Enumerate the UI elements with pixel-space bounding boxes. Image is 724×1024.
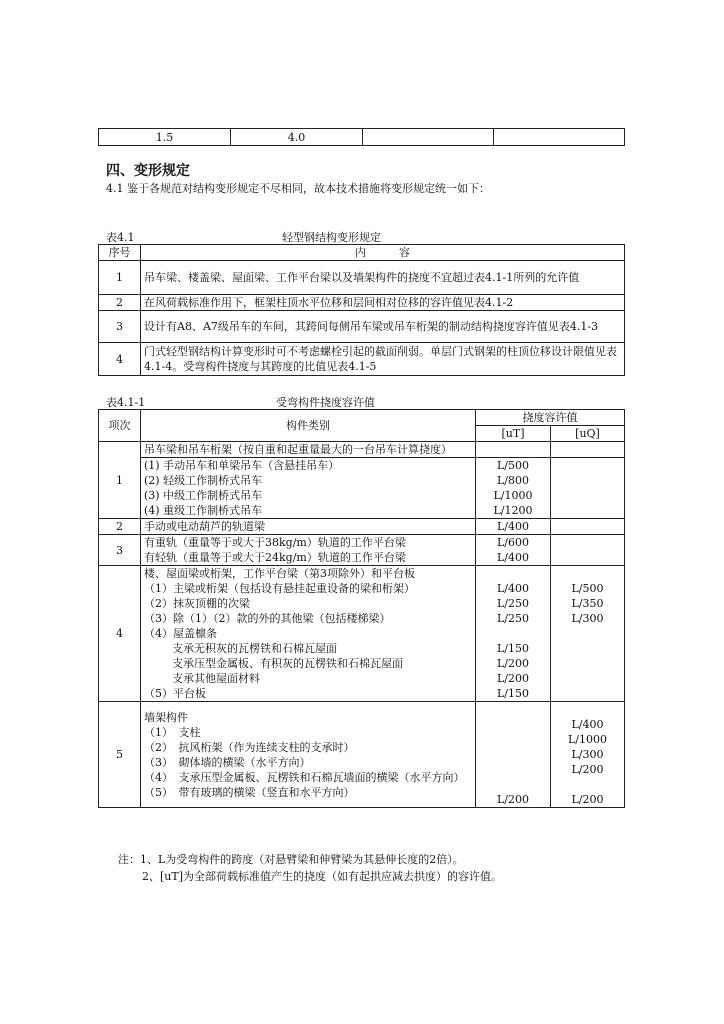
cell-ut (476, 702, 551, 808)
row-no: 1 (99, 261, 141, 295)
cell-uq (551, 458, 625, 519)
value-uq: L/300 (571, 748, 604, 761)
value-ut: L/500 (496, 459, 529, 472)
value-uq: L/500 (571, 582, 604, 595)
cell-ut (476, 442, 551, 458)
table-header-row (99, 410, 625, 426)
row-text: 在风荷载标准作用下，框架柱顶水平位移和层间相对位移的容许值见表4.1-2 (141, 295, 625, 311)
value-ut: L/1200 (493, 504, 533, 517)
value-uq: L/200 (571, 763, 604, 776)
table1-title: 轻型钢结构变形规定 (282, 231, 381, 244)
item-text: （1）主梁或桁架（包括设有悬挂起重设备的梁和桁架） (144, 582, 415, 595)
header-type: 构件类别 (141, 410, 476, 442)
group-no: 1 (99, 442, 141, 519)
value-uq: L/350 (571, 597, 604, 610)
value-ut: L/600 (496, 536, 529, 549)
top-table (98, 128, 625, 146)
item-text: （1） 支柱 (144, 725, 201, 739)
item-text: 有轻轨（重量等于或大于24kg/m）轨道的工作平台梁 (144, 551, 406, 564)
cell (363, 129, 494, 146)
row-text: 设计有A8、A7级吊车的车间，其跨间每侧吊车梁或吊车桁架的制动结构挠度容许值见表4.1-3 (141, 311, 625, 343)
row-no: 2 (99, 295, 141, 311)
item-text: (4) 重级工作制桥式吊车 (144, 504, 263, 517)
item-text: （4） 支承压型金属板、瓦楞铁和石棉瓦墙面的横梁（水平方向） (144, 770, 465, 784)
group-title: 楼、屋面梁或桁架，工作平台梁（第3项除外）和平台板 (144, 567, 415, 580)
note-line: 2、[uT]为全部荷载标准值产生的挠度（如有起拱应减去拱度）的容许值。 (142, 870, 503, 883)
table-row (99, 702, 625, 808)
item-text: 支承其他屋面材料 (172, 672, 260, 685)
value-ut: L/200 (496, 672, 529, 685)
table-row (99, 519, 625, 535)
value-ut: L/1000 (493, 489, 533, 502)
cell-ut (476, 535, 551, 566)
value-ut: L/150 (496, 687, 529, 700)
value-ut: L/250 (496, 612, 529, 625)
table-row (99, 343, 625, 376)
group-no: 2 (99, 519, 141, 535)
table-row (99, 261, 625, 295)
value-ut: L/400 (496, 582, 529, 595)
cell: 1.5 (99, 129, 231, 146)
item-text: （3） 砌体墙的横梁（水平方向） (144, 755, 311, 769)
cell-uq (551, 442, 625, 458)
table2-title: 受弯构件挠度容许值 (276, 396, 375, 409)
row-no: 3 (99, 311, 141, 343)
table-row (99, 311, 625, 343)
header-no: 序号 (99, 245, 141, 261)
row-text: 吊车梁、楼盖梁、屋面梁、工作平台梁以及墙架构件的挠度不宜超过表4.1-1所列的允许值 (141, 261, 625, 295)
table-row (99, 535, 625, 566)
header-content: 内 容 (141, 245, 625, 261)
table-row (99, 295, 625, 311)
item-text: 支承无积灰的瓦楞铁和石棉瓦屋面 (172, 642, 337, 655)
notes (118, 851, 502, 885)
row-no: 4 (99, 343, 141, 376)
group-title: 墙架构件 (144, 710, 188, 724)
item-text: (2) 轻级工作制桥式吊车 (144, 474, 263, 487)
value-ut: L/250 (496, 597, 529, 610)
table-header-row (99, 245, 625, 261)
item-text: （2） 抗风桁架（作为连续支柱的支承时） (144, 740, 355, 754)
item-text: (1) 手动吊车和单梁吊车（含悬挂吊车） (144, 459, 340, 472)
cell (494, 129, 625, 146)
cell: 4.0 (231, 129, 363, 146)
value-ut: L/800 (496, 474, 529, 487)
group-items (141, 566, 476, 702)
value-uq: L/1000 (567, 733, 607, 746)
table-row (99, 458, 625, 519)
item-text: （4）屋盖檩条 (144, 627, 217, 640)
table-4-1-1 (98, 409, 625, 808)
cell-ut (476, 458, 551, 519)
table-4-1 (98, 244, 625, 376)
intro-text: 4.1 鉴于各规范对结构变形规定不尽相同，故本技术措施将变形规定统一如下： (106, 182, 490, 195)
section-title: 四、变形规定 (106, 163, 190, 179)
value-ut: L/200 (496, 657, 529, 670)
cell-ut (476, 566, 551, 702)
header-no: 项次 (99, 410, 141, 442)
value-ut: L/400 (476, 519, 551, 535)
table1-label: 表4.1 (106, 231, 135, 244)
value-ut: L/150 (496, 642, 529, 655)
group-no: 5 (99, 702, 141, 808)
value-ut: L/400 (496, 551, 529, 564)
header-ut: [uT] (476, 426, 551, 442)
item-text: 手动或电动葫芦的轨道梁 (141, 519, 476, 535)
table2-label: 表4.1-1 (106, 396, 146, 409)
cell-uq (551, 566, 625, 702)
item-text: （3）除（1）（2）款的外的其他梁（包括楼梯梁） (144, 612, 391, 625)
item-text: 支承压型金属板、有积灰的瓦楞铁和石棉瓦屋面 (172, 657, 403, 670)
row-text: 门式轻型钢结构计算变形时可不考虑螺栓引起的截面削弱。单层门式钢架的柱顶位移设计限值见表4.1-4。受弯构件挠度与其跨度的比值见表4.1-5 (141, 343, 625, 376)
table-row (99, 566, 625, 702)
group-items (141, 458, 476, 519)
group-title: 吊车梁和吊车桁架（按自重和起重量最大的一台吊车计算挠度） (141, 442, 476, 458)
value-uq: L/400 (571, 718, 604, 731)
item-text: （2）抹灰顶棚的次梁 (144, 597, 250, 610)
cell-uq (551, 535, 625, 566)
cell-uq (551, 702, 625, 808)
table-row (99, 129, 625, 146)
item-text: (3) 中级工作制桥式吊车 (144, 489, 263, 502)
group-no: 3 (99, 535, 141, 566)
header-uq: [uQ] (551, 426, 625, 442)
item-text: 有重轨（重量等于或大于38kg/m）轨道的工作平台梁 (144, 536, 406, 549)
table-row (99, 442, 625, 458)
value-uq: L/200 (571, 793, 604, 806)
value-uq: L/300 (571, 612, 604, 625)
item-text: （5） 带有玻璃的横梁（竖直和水平方向） (144, 785, 355, 799)
value-uq (551, 519, 625, 535)
note-line: 注：1、L为受弯构件的跨度（对悬臂梁和伸臂梁为其悬伸长度的2倍）。 (118, 853, 464, 866)
header-group: 挠度容许值 (476, 410, 625, 426)
item-text: （5）平台板 (144, 687, 206, 700)
group-items (141, 702, 476, 808)
value-ut: L/200 (496, 793, 529, 806)
group-no: 4 (99, 566, 141, 702)
group-items (141, 535, 476, 566)
